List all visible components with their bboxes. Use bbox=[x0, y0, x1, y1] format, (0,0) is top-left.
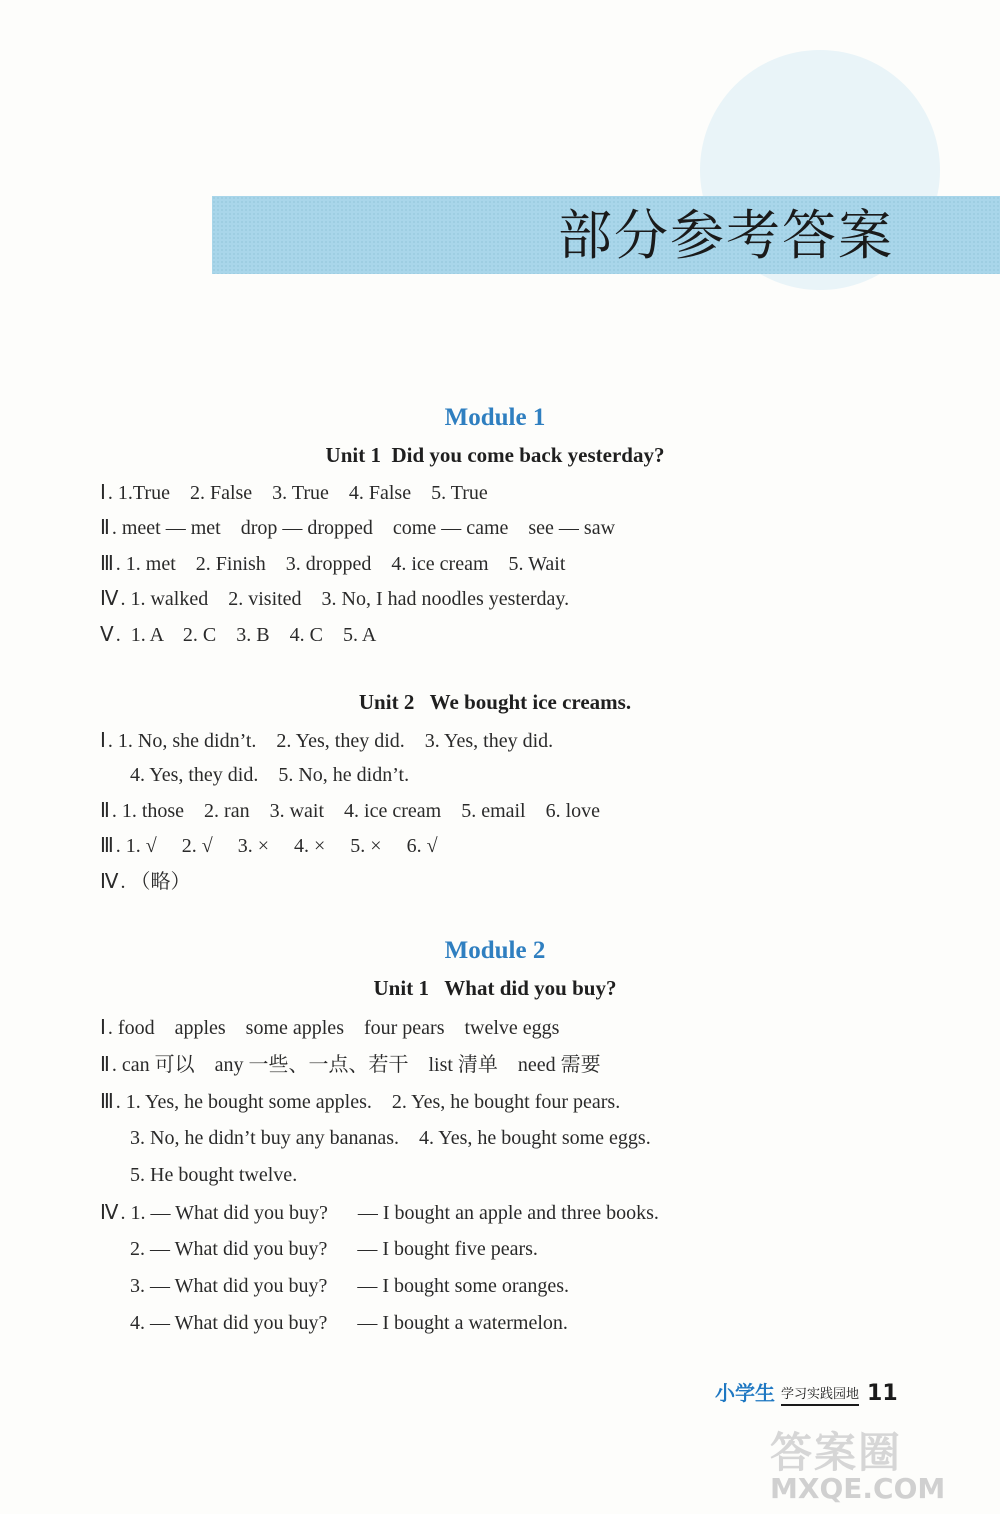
watermark-url: MXQE.COM bbox=[770, 1472, 946, 1505]
module-2-unit-1-title: Unit 1 What did you buy? bbox=[373, 976, 617, 1000]
watermark bbox=[770, 1420, 990, 1510]
answer-line: Ⅱ . meet — met drop — dropped come — came see — saw bbox=[100, 515, 616, 539]
answer-line: Ⅳ . 1. walked 2. visited 3. No, I had noodles yesterday. bbox=[100, 586, 570, 610]
page-footer bbox=[715, 1376, 898, 1406]
answer-line: Ⅳ . 1. — What did you buy? — I bought an apple and three books. bbox=[100, 1200, 659, 1224]
module-1-title: Module 1 bbox=[444, 404, 546, 431]
answer-line: 4. Yes, they did. 5. No, he didn’t. bbox=[130, 764, 410, 786]
answer-line: Ⅲ . 1. met 2. Finish 3. dropped 4. ice cream 5. Wait bbox=[100, 551, 566, 575]
answer-line: Ⅰ . food apples some apples four pears twelve eggs bbox=[100, 1015, 560, 1039]
answer-line: 4. — What did you buy? — I bought a watermelon. bbox=[130, 1312, 568, 1334]
answer-line: 3. No, he didn’t buy any bananas. 4. Yes, he bought some eggs. bbox=[130, 1127, 651, 1149]
answer-line: Ⅰ . 1. No, she didn’t. 2. Yes, they did. 3. Yes, they did. bbox=[100, 728, 554, 752]
watermark-cn: 答案圈 bbox=[770, 1428, 903, 1477]
module-1-unit-1-title: Unit 1 Did you come back yesterday? bbox=[325, 443, 665, 467]
footer-subtitle: 学习实践园地 bbox=[781, 1383, 859, 1406]
page-number: 11 bbox=[867, 1381, 898, 1406]
answer-line: 3. — What did you buy? — I bought some oranges. bbox=[130, 1275, 570, 1297]
answer-line: 5. He bought twelve. bbox=[130, 1164, 298, 1186]
answer-line: Ⅱ . 1. those 2. ran 3. wait 4. ice cream 5. email 6. love bbox=[100, 798, 601, 822]
answer-line: Ⅲ . 1. Yes, he bought some apples. 2. Yes, he bought four pears. bbox=[100, 1089, 621, 1113]
footer-brand: 小学生 bbox=[715, 1381, 775, 1405]
page-title: 部分参考答案 bbox=[558, 204, 894, 267]
module-1-unit-2-title: Unit 2 We bought ice creams. bbox=[358, 690, 632, 714]
answer-line: Ⅴ . 1. A 2. C 3. B 4. C 5. A bbox=[100, 622, 377, 646]
answer-line: 2. — What did you buy? — I bought five pears. bbox=[130, 1238, 538, 1260]
title-banner bbox=[212, 196, 1000, 274]
answer-line: Ⅱ . can 可以 any 一些、一点、若干 list 清单 need 需要 bbox=[100, 1052, 601, 1076]
answer-line: Ⅲ . 1. √ 2. √ 3. × 4. × 5. × 6. √ bbox=[100, 833, 438, 857]
answer-line: Ⅰ . 1.True 2. False 3. True 4. False 5. True bbox=[100, 480, 488, 504]
answer-line: Ⅳ . （略） bbox=[100, 869, 191, 893]
module-2-title: Module 2 bbox=[444, 937, 546, 964]
